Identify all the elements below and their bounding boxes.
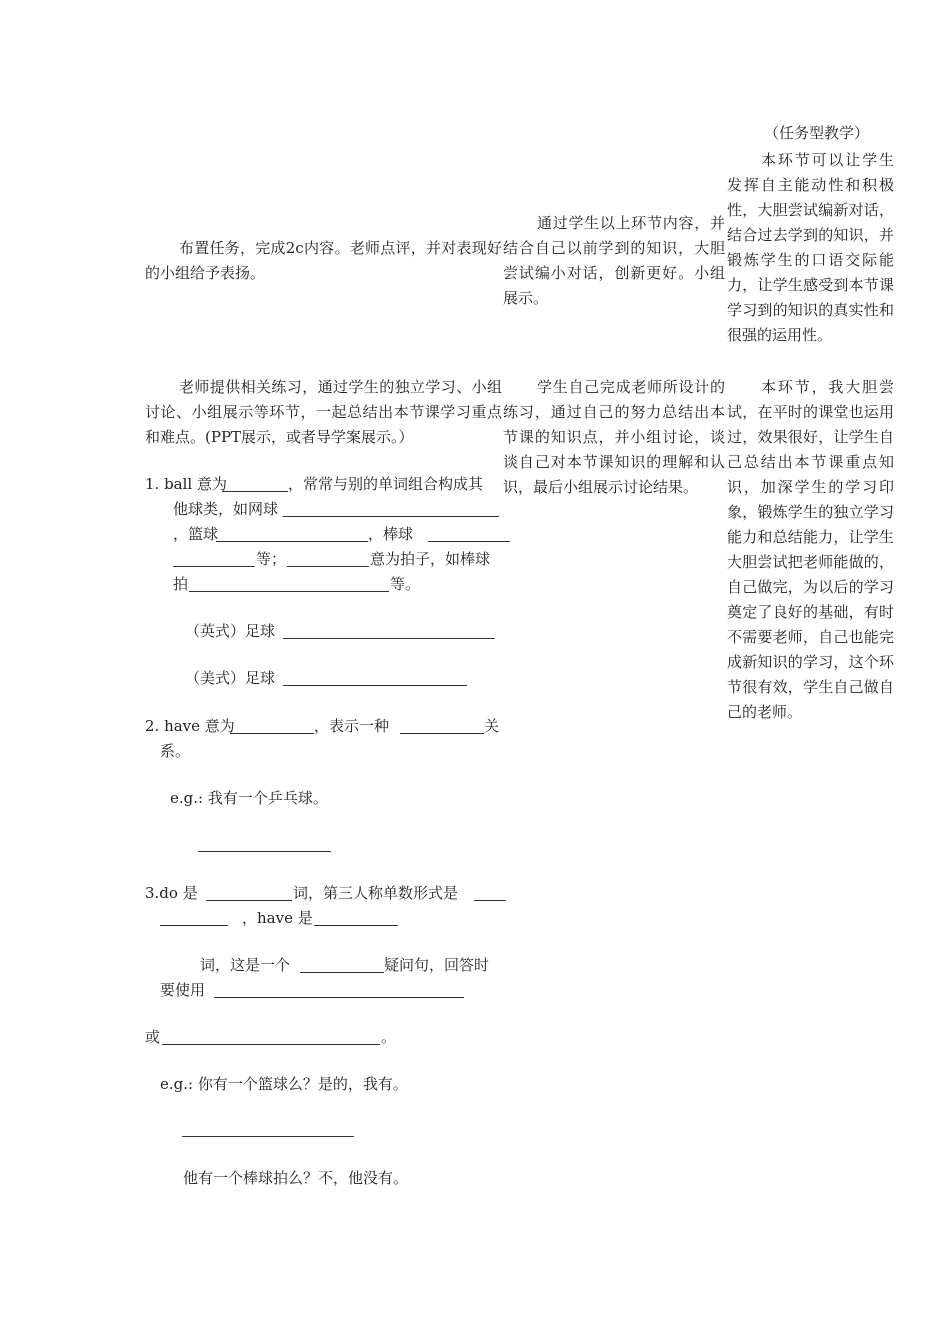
q3-blank-answer-yes[interactable]	[214, 997, 464, 998]
q1-blank-meaning[interactable]	[222, 491, 288, 492]
q2-text-c: 关	[484, 717, 500, 735]
q1-blank-baseball[interactable]	[428, 541, 510, 542]
q1-blank-american-football[interactable]	[283, 685, 467, 686]
q1-british-football-label: （英式）足球	[185, 622, 276, 640]
q3-text-a: 3.do 是	[145, 884, 198, 902]
q1-text-g: 意为拍子，如棒球	[370, 550, 491, 568]
q1-blank-bat[interactable]	[287, 566, 369, 567]
q1-american-football-label: （美式）足球	[185, 669, 276, 687]
q2-text-a: 2. have 意为	[145, 717, 235, 735]
q3-blank-third-person-cont[interactable]	[160, 925, 228, 926]
q1-text-e: ，棒球	[368, 525, 414, 543]
q3-text-e: 疑问句，回答时	[384, 956, 490, 974]
q1-text-c: 他球类，如网球	[173, 500, 279, 518]
q1-blank-tennis[interactable]	[283, 516, 499, 517]
q1-blank-basketball[interactable]	[216, 541, 368, 542]
q3-text-d: 词，这是一个	[200, 956, 291, 974]
q3-blank-question-type[interactable]	[300, 972, 384, 973]
q1-text-i: 等。	[390, 575, 421, 593]
row2-teacher-activity: 老师提供相关练习，通过学生的独立学习、小组讨论、小组展示等环节，一起总结出本节课学习重点和难点。(PPT展示，或者导学案展示。）	[145, 378, 502, 446]
row1-student-activity: 通过学生以上环节内容，并结合自己以前学到的知识，大胆尝试编小对话，创新更好。小组展示。	[503, 214, 725, 307]
row1-teacher-activity: 布置任务，完成2c内容。老师点评，并对表现好的小组给予表扬。	[145, 239, 502, 282]
q3-blank-part-of-speech[interactable]	[206, 900, 292, 901]
q3-blank-have-type[interactable]	[314, 925, 398, 926]
row1-design-title: （任务型教学）	[763, 124, 869, 142]
q1-text-f: 等；	[256, 550, 287, 568]
q3-text-f: 要使用	[160, 981, 206, 999]
q1-blank-baseball-bat[interactable]	[189, 591, 389, 592]
q2-text-b: ，表示一种	[314, 717, 390, 735]
row2-design-intent: 本环节，我大胆尝试，在平时的课堂也运用过，效果很好，让学生自己总结出本节课重点知识，加深学生的学习印象，锻炼学生的独立学习能力和总结能力，让学生大胆尝试把老师能做的，自己做完，为以后的学习奠定了良好的基础，有时不需要老师，自己也能完成新知识的学习，这个环节很有效，学生自己做自己的老师。	[727, 378, 894, 721]
q3-example: e.g.: 你有一个篮球么？是的，我有。	[160, 1075, 408, 1093]
row1-design-intent: 本环节可以让学生发挥自主能动性和积极性，大胆尝试编新对话，结合过去学到的知识，并锻炼学生的口语交际能力，让学生感受到本节课学习到的知识的真实性和很强的运用性。	[727, 151, 894, 344]
q1-text-b: ，常常与别的单词组合构成其	[288, 475, 484, 493]
q2-blank-meaning[interactable]	[230, 733, 314, 734]
q1-blank-british-football[interactable]	[283, 638, 495, 639]
q3-example-2: 他有一个棒球拍么？不，他没有。	[183, 1169, 409, 1187]
row2-student-activity: 学生自己完成老师所设计的练习，通过自己的努力总结出本节课的知识点，并小组讨论，谈谈自己对本节课知识的理解和认识，最后小组展示讨论结果。	[503, 378, 725, 496]
q3-text-b: 词，第三人称单数形式是	[293, 884, 459, 902]
q3-text-c: ，have 是	[242, 909, 313, 927]
q1-text-h: 拍	[173, 575, 189, 593]
q2-example: e.g.: 我有一个乒乓球。	[170, 789, 328, 807]
q3-text-g: 或	[145, 1028, 161, 1046]
q3-blank-example-answer[interactable]	[182, 1136, 354, 1137]
q1-text-a: 1. ball 意为	[145, 475, 227, 493]
q3-blank-answer-no[interactable]	[162, 1044, 380, 1045]
q3-text-h: 。	[381, 1028, 397, 1046]
q1-blank-baseball-cont[interactable]	[173, 566, 255, 567]
q2-blank-example-answer[interactable]	[198, 851, 331, 852]
q1-text-d: ，篮球	[173, 525, 219, 543]
q2-text-d: 系。	[160, 742, 191, 760]
q3-blank-third-person[interactable]	[474, 900, 506, 901]
q2-blank-relation[interactable]	[400, 733, 484, 734]
